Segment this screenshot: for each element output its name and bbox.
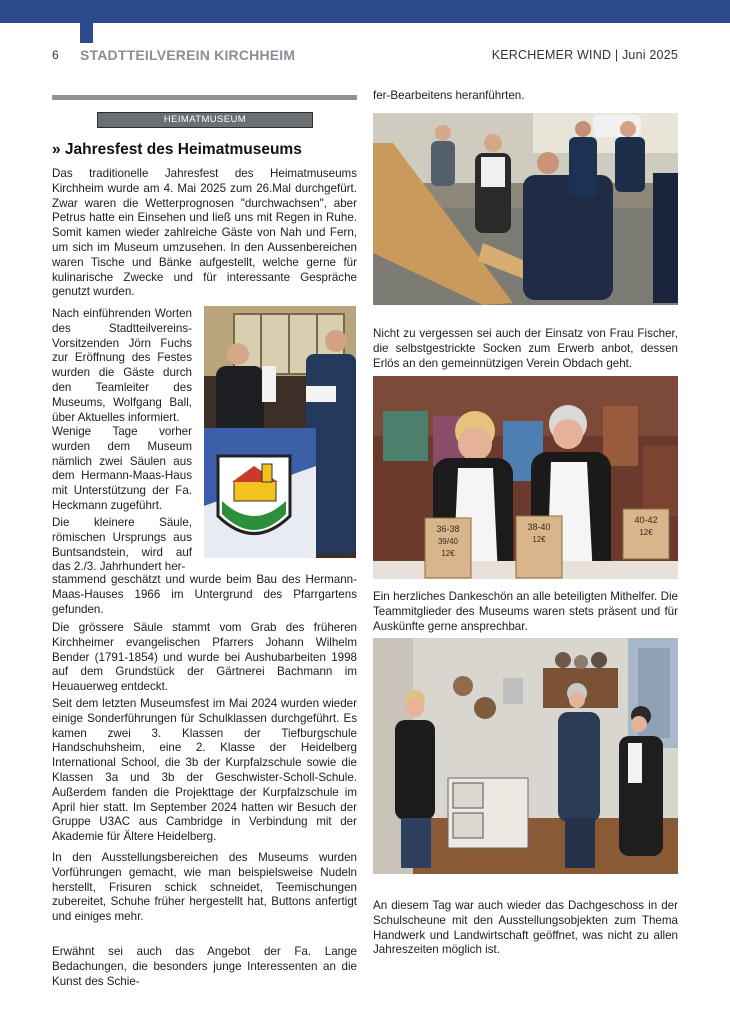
sign-1-line-1: 36-38 bbox=[436, 524, 460, 534]
photo-socks-sale bbox=[373, 376, 678, 579]
paragraph-dank: Ein herzliches Dankeschön an alle beteiligten Mithelfer. Die Teammitglieder des Museums waren stets präsent und für Auskünfte gerne ansprechbar. bbox=[373, 590, 678, 633]
sign-2-line-2: 12€ bbox=[532, 535, 546, 544]
paragraph-kleinere-part1: Die kleinere Säule, römischen Ursprungs aus Buntsandstein, wird auf das 2./3. Jahrhundert her- bbox=[52, 516, 192, 574]
page-number: 6 bbox=[52, 48, 59, 62]
paragraph-groessere: Die grössere Säule stammt vom Grab des früheren Kirchheimer evangelischen Pfarrers Johann Wilhelm Bender (1791-1854) und wurde bei Aushubarbeiten 1998 auf dem Grundstück der Gärtnerei Bachmann im Heuauerweg entdeckt. bbox=[52, 621, 357, 694]
sign-3-line-1: 40-42 bbox=[634, 515, 658, 525]
paragraph-fischer: Nicht zu vergessen sei auch der Einsatz von Frau Fischer, die selbstgestrickte Socken zum Erwerb anbot, dessen Erlös an den gemeinnützigen Verein Obdach geht. bbox=[373, 327, 678, 370]
sign-1-line-2: 39/40 bbox=[437, 537, 459, 546]
top-color-bar bbox=[0, 0, 730, 23]
club-name: STADTTEILVEREIN KIRCHHEIM bbox=[80, 47, 296, 63]
top-bar-tab bbox=[80, 23, 93, 43]
paragraph-fuehrungen: Seit dem letzten Museumsfest im Mai 2024 wurden wieder einige Sonderführungen für Schulklassen durchgeführt. Es kamen zwei 3. Klassen der Tiefburgschule Handschuhsheim, eine 2. Klasse der Heidelberg International School, die 3b der Kurpfalzschule sowie die Klassen 3a und 3b der Geschwister-Scholl-Schule. Außerdem fanden die Projekttage der Kurpfalzschule im April hier statt. Im September 2024 hatten wir Besuch der Gruppe U3AC aus Cambridge in Verbindung mit der Akademie für Ältere Heidelberg. bbox=[52, 697, 357, 844]
paragraph-kleinere-part2: stammend geschätzt und wurde beim Bau des Hermann-Maas-Hauses 1966 im Untergrund des Pfarrgartens gefunden. bbox=[52, 573, 357, 616]
photo-slate-workshop bbox=[373, 113, 678, 305]
sign-1-line-3: 12€ bbox=[441, 549, 455, 558]
paragraph-continuation: fer-Bearbeitens heranführten. bbox=[373, 89, 525, 102]
photo-museum-kitchen bbox=[373, 638, 678, 874]
paragraph-opening: Nach einführenden Worten des Stadtteilvereins-Vorsitzenden Jörn Fuchs zur Eröffnung des Festes wurden die Gäste durch den Teamleiter des Museums, Wolfgang Ball, über Aktuelles informiert. bbox=[52, 307, 192, 424]
photo-speakers bbox=[204, 306, 356, 558]
paragraph-intro: Das traditionelle Jahresfest des Heimatmuseums Kirchheim wurde am 4. Mai 2025 zum 26.Mal durchgefürt. Zwar waren die Wetterprognosen "durchwachsen", aber Petrus hatte ein Einsehen und ließ uns mit Regen in Ruhe. Somit kamen wieder zahlreiche Gäste von Nah und Fern, um sich im Museum umzusehen. In den Aussenbereichen waren Tische und Bänke aufgestellt, welche gerne für kulinarische Zwecke und für interessante Gespräche genutzt wurden. bbox=[52, 167, 357, 299]
section-tag: HEIMATMUSEUM bbox=[97, 112, 313, 128]
sign-3-line-2: 12€ bbox=[639, 528, 653, 537]
section-rule bbox=[52, 95, 357, 100]
sign-2-line-1: 38-40 bbox=[527, 522, 551, 532]
issue-label: KERCHEMER WIND | Juni 2025 bbox=[491, 48, 678, 62]
paragraph-dachgeschoss: An diesem Tag war auch wieder das Dachgeschoss in der Schulscheune mit den Ausstellungsobjekten zum Thema Handwerk und Landwirtschaft geöffnet, was nicht zu allen Jahreszeiten möglich ist. bbox=[373, 899, 678, 957]
article-headline: » Jahresfest des Heimatmuseums bbox=[52, 141, 302, 158]
paragraph-lange: Erwähnt sei auch das Angebot der Fa. Lange Bedachungen, die besonders junge Interessenten an die Kunst des Schie- bbox=[52, 945, 357, 988]
paragraph-saeulen: Wenige Tage vorher wurden dem Museum nämlich zwei Säulen aus dem Hermann-Maas-Haus mit Unterstützung der Fa. Heckmann zugeführt. bbox=[52, 425, 192, 512]
paragraph-vorfuehrungen: In den Ausstellungsbereichen des Museums wurden Vorführungen gemacht, wie man beispielsweise Nudeln herstellt, Frisuren schick schneidet, Teemischungen zubereitet, Schuhe früher hergestellt hat, Buttons anfertigt und einiges mehr. bbox=[52, 851, 357, 924]
